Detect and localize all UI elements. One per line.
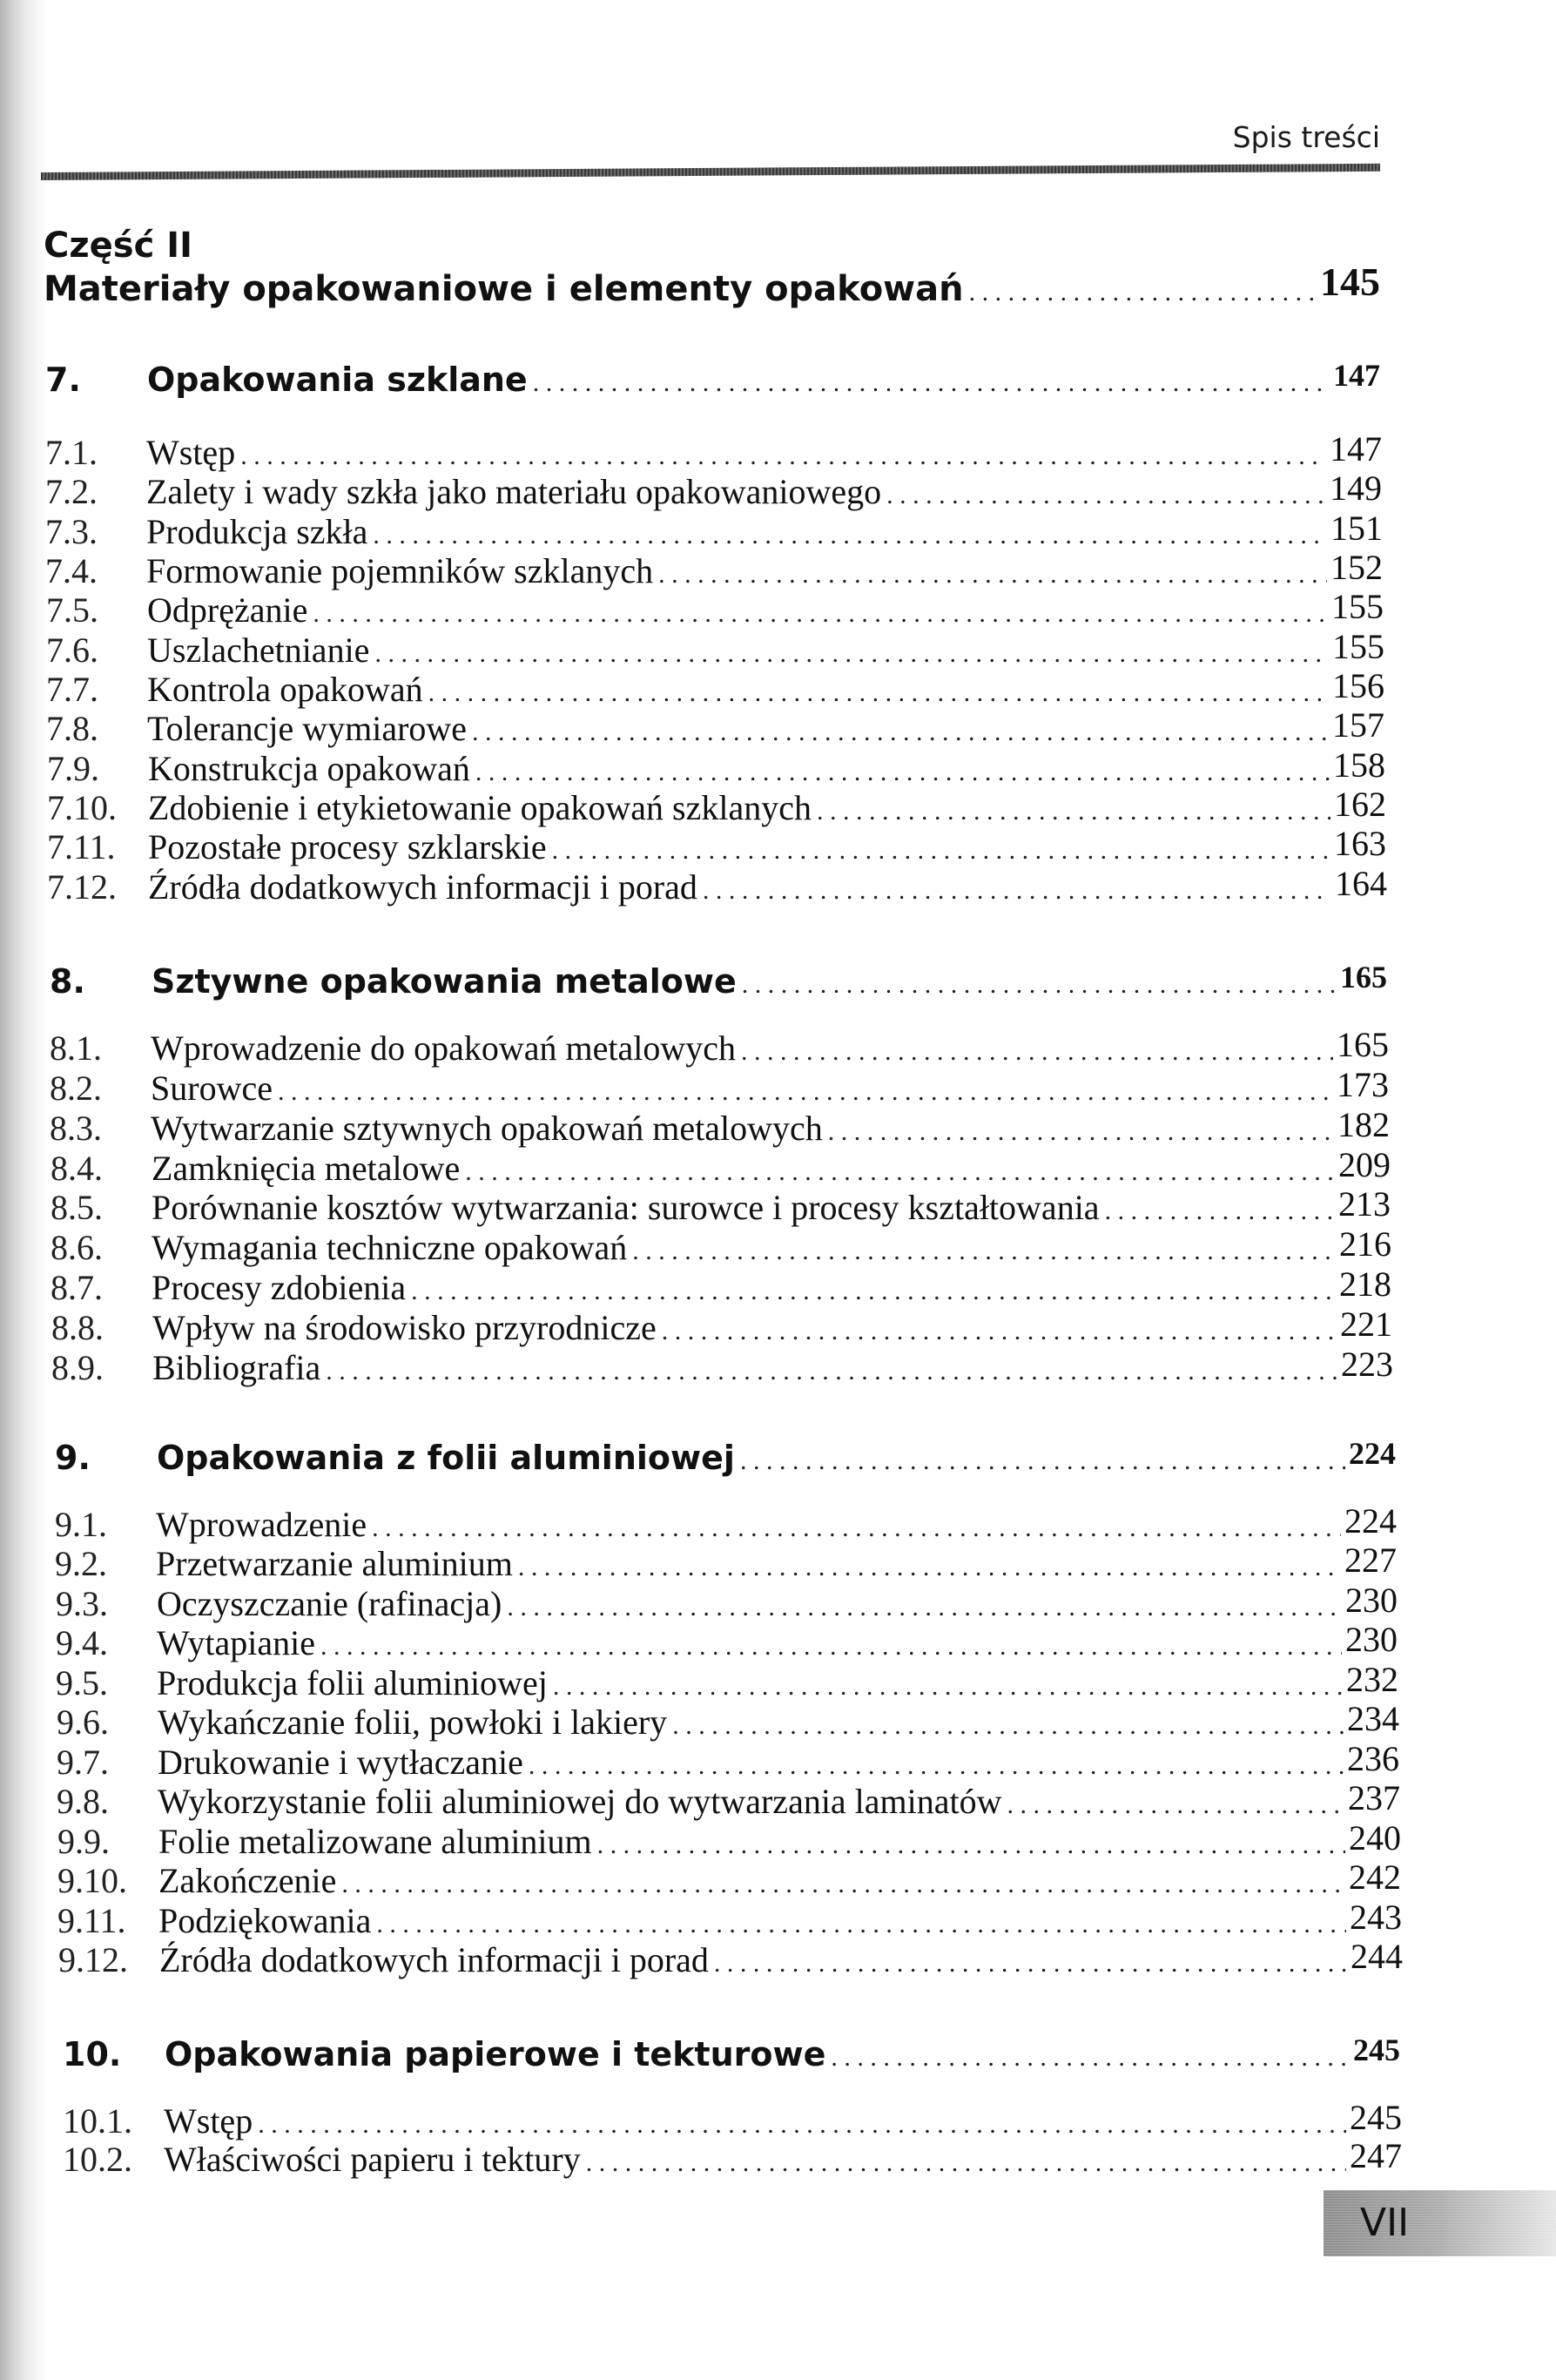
section-number: 7.1.: [45, 433, 98, 472]
dot-leader: [672, 1711, 1344, 1741]
section-number: 7.11.: [47, 827, 116, 866]
dot-leader: [662, 1317, 1337, 1346]
chapter-title: Opakowania papierowe i tekturowe: [165, 2035, 826, 2073]
section-row[interactable]: [51, 1307, 1392, 1347]
dot-leader: [586, 2148, 1346, 2178]
folio-tab: [1324, 2190, 1556, 2256]
section-row[interactable]: [47, 745, 1385, 788]
dot-leader: [518, 1553, 1341, 1582]
dot-leader: [714, 1949, 1347, 1979]
chapter-title: Sztywne opakowania metalowe: [152, 962, 737, 1001]
dot-leader: [552, 836, 1330, 866]
dot-leader: [658, 560, 1327, 590]
dot-leader: [320, 1632, 1342, 1662]
section-title: Kontrola opakowań: [147, 670, 423, 709]
section-number: 10.2.: [63, 2140, 132, 2179]
page-number: 158: [1333, 745, 1385, 785]
section-number: 9.12.: [58, 1940, 128, 1979]
section-row[interactable]: [46, 666, 1384, 709]
section-row[interactable]: [57, 1739, 1399, 1782]
section-row[interactable]: [45, 511, 1383, 551]
dot-leader: [703, 876, 1331, 906]
page-number: 224: [1349, 1436, 1396, 1471]
chapter-number: 7.: [45, 361, 81, 399]
section-row[interactable]: [58, 1939, 1403, 1979]
section-row[interactable]: [57, 1857, 1401, 1900]
section-row[interactable]: [57, 1818, 1401, 1861]
dot-leader: [411, 1277, 1336, 1306]
section-title: Wprowadzenie: [156, 1505, 367, 1544]
dot-leader: [341, 1870, 1345, 1899]
section-row[interactable]: [47, 787, 1386, 827]
section-row[interactable]: [56, 1583, 1398, 1623]
page-number: 155: [1331, 587, 1384, 626]
page-number: 237: [1348, 1778, 1400, 1817]
section-number: 7.3.: [45, 512, 98, 551]
section-number: 8.9.: [51, 1348, 104, 1387]
page-number: 152: [1330, 548, 1383, 587]
page-number: 213: [1338, 1184, 1391, 1224]
section-title: Wstęp: [146, 433, 236, 472]
section-number: 9.11.: [57, 1901, 126, 1940]
section-title: Źródła dodatkowych informacji i porad: [148, 867, 697, 907]
section-title: Zdobienie i etykietowanie opakowań szklanych: [148, 788, 812, 827]
page-number: 216: [1339, 1224, 1391, 1264]
section-title: Oczyszczanie (rafinacja): [157, 1584, 502, 1623]
dot-leader: [741, 1037, 1333, 1067]
section-title: Pozostałe procesy szklarskie: [148, 827, 547, 866]
section-number: 8.3.: [50, 1109, 102, 1148]
running-head: Spis treści: [1232, 120, 1380, 154]
section-row[interactable]: [51, 1224, 1391, 1267]
page-number: 165: [1340, 960, 1387, 994]
section-row[interactable]: [57, 1900, 1402, 1940]
dot-leader: [553, 1672, 1343, 1702]
section-row[interactable]: [50, 1105, 1390, 1148]
section-number: 8.8.: [51, 1308, 104, 1347]
section-title: Drukowanie i wytłaczanie: [158, 1743, 523, 1782]
dot-leader: [428, 678, 1329, 708]
dot-leader: [507, 1593, 1342, 1622]
section-row[interactable]: [57, 1699, 1399, 1742]
page-number: 240: [1349, 1818, 1401, 1857]
section-title: Odprężanie: [147, 590, 308, 630]
section-row[interactable]: [51, 1264, 1391, 1307]
section-number: 8.5.: [51, 1188, 103, 1227]
section-number: 9.2.: [55, 1544, 107, 1583]
dot-leader: [240, 442, 1326, 471]
section-row[interactable]: [47, 866, 1387, 907]
section-number: 9.7.: [57, 1743, 109, 1782]
page-number: 245: [1350, 2098, 1402, 2137]
section-title: Wytwarzanie sztywnych opakowań metalowych: [151, 1109, 823, 1148]
section-row[interactable]: [51, 1184, 1391, 1227]
section-row[interactable]: [45, 550, 1383, 590]
section-title: Produkcja szkła: [146, 512, 368, 551]
page-number: 173: [1337, 1065, 1389, 1104]
section-title: Zalety i wady szkła jako materiału opakowaniowego: [146, 472, 882, 511]
part-label: Część II: [44, 226, 192, 266]
section-title: Źródła dodatkowych informacji i porad: [159, 1940, 709, 1979]
dot-leader: [828, 1117, 1334, 1147]
header-rule: [41, 164, 1380, 180]
section-title: Przetwarzanie aluminium: [156, 1544, 513, 1583]
page-number: 244: [1351, 1937, 1403, 1976]
part-title: Materiały opakowaniowe i elementy opakowań: [44, 269, 964, 309]
dot-leader: [533, 368, 1330, 398]
page-number: 230: [1345, 1581, 1398, 1620]
section-number: 8.4.: [51, 1149, 103, 1188]
section-number: 7.4.: [45, 551, 98, 590]
page-number: 218: [1339, 1264, 1391, 1304]
section-row[interactable]: [46, 587, 1384, 630]
section-number: 9.6.: [57, 1702, 109, 1742]
section-number: 9.10.: [57, 1861, 127, 1900]
page-number: 243: [1350, 1898, 1402, 1937]
page-number: 147: [1333, 358, 1380, 393]
page-number: 230: [1345, 1620, 1398, 1659]
section-number: 7.6.: [46, 630, 98, 670]
section-title: Folie metalizowane aluminium: [158, 1822, 592, 1861]
section-number: 9.5.: [56, 1663, 108, 1702]
page-number: 242: [1349, 1857, 1401, 1897]
section-title: Wymagania techniczne opakowań: [152, 1228, 628, 1267]
section-title: Zamknięcia metalowe: [152, 1149, 461, 1188]
dot-leader: [632, 1237, 1336, 1266]
chapter-number: 8.: [50, 962, 85, 1001]
page-number: 182: [1337, 1105, 1390, 1144]
section-row[interactable]: [55, 1501, 1397, 1544]
section-title: Surowce: [151, 1069, 273, 1108]
page-number: 224: [1344, 1501, 1397, 1541]
section-number: 10.1.: [63, 2101, 132, 2141]
section-row[interactable]: [47, 826, 1386, 866]
page-number: 227: [1344, 1541, 1397, 1580]
dot-leader: [742, 970, 1337, 1000]
page-number: 145: [1320, 260, 1380, 304]
chapter-row[interactable]: [45, 358, 1380, 402]
section-row[interactable]: [45, 429, 1382, 472]
dot-leader: [886, 481, 1326, 510]
section-number: 9.3.: [56, 1584, 108, 1623]
section-number: 9.9.: [57, 1822, 110, 1861]
section-title: Porównanie kosztów wytwarzania: surowce i procesy kształtowania: [152, 1188, 1100, 1227]
chapter-title: Opakowania z folii aluminiowej: [157, 1439, 735, 1477]
page-number: 162: [1334, 785, 1386, 824]
dot-leader: [969, 278, 1317, 307]
chapter-title: Opakowania szklane: [147, 361, 528, 399]
section-number: 8.1.: [50, 1028, 102, 1068]
dot-leader: [376, 1910, 1346, 1939]
section-number: 8.2.: [50, 1069, 102, 1108]
section-number: 9.4.: [56, 1623, 108, 1662]
section-number: 7.5.: [46, 590, 98, 630]
section-title: Podziękowania: [158, 1901, 372, 1940]
section-row[interactable]: [56, 1662, 1398, 1702]
dot-leader: [740, 1446, 1345, 1476]
section-title: Zakończenie: [158, 1861, 337, 1900]
section-row[interactable]: [55, 1543, 1397, 1583]
section-number: 9.1.: [55, 1505, 107, 1544]
section-number: 7.9.: [47, 749, 99, 788]
section-row[interactable]: [51, 1347, 1393, 1387]
section-title: Tolerancje wymiarowe: [147, 709, 468, 748]
page-number: 236: [1347, 1739, 1399, 1778]
section-row[interactable]: [50, 1025, 1389, 1068]
page-number: 209: [1338, 1145, 1391, 1184]
chapter-row[interactable]: [63, 2035, 1400, 2077]
page-number: 234: [1347, 1699, 1399, 1738]
page-number: 163: [1334, 824, 1386, 863]
section-row[interactable]: [63, 2136, 1402, 2179]
dot-leader: [472, 718, 1329, 747]
section-title: Bibliografia: [152, 1348, 321, 1387]
section-title: Wykańczanie folii, powłoki i lakiery: [158, 1702, 668, 1742]
dot-leader: [597, 1831, 1345, 1860]
folio-page-number: VII: [1360, 2201, 1410, 2245]
section-row[interactable]: [50, 1065, 1389, 1108]
section-number: 8.7.: [51, 1268, 103, 1307]
dot-leader: [465, 1157, 1335, 1187]
section-row[interactable]: [46, 705, 1384, 748]
chapter-row[interactable]: [50, 962, 1387, 1004]
section-number: 7.2.: [45, 472, 98, 511]
chapter-number: 10.: [63, 2035, 122, 2073]
part-title-row[interactable]: [44, 260, 1380, 309]
dot-leader: [373, 521, 1327, 550]
page-gutter-shadow: [0, 0, 52, 2380]
page-number: 164: [1335, 864, 1387, 903]
page-number: 223: [1341, 1345, 1393, 1384]
section-title: Konstrukcja opakowań: [148, 749, 470, 788]
chapter-number: 9.: [55, 1439, 91, 1477]
dot-leader: [313, 599, 1328, 629]
page-number: 247: [1350, 2136, 1402, 2175]
section-title: Uszlachetnianie: [147, 630, 370, 670]
page-number: 157: [1332, 705, 1384, 745]
dot-leader: [1105, 1197, 1335, 1226]
section-title: Procesy zdobienia: [152, 1268, 407, 1307]
section-title: Wytapianie: [157, 1623, 315, 1662]
section-title: Wstęp: [164, 2101, 253, 2141]
section-title: Wykorzystanie folii aluminiowej do wytwarzania laminatów: [158, 1782, 1002, 1821]
page-number: 155: [1332, 627, 1384, 666]
section-row[interactable]: [45, 471, 1382, 511]
section-title: Wprowadzenie do opakowań metalowych: [151, 1028, 736, 1068]
section-row[interactable]: [57, 1778, 1400, 1821]
page-number: 156: [1332, 666, 1384, 705]
section-row[interactable]: [46, 627, 1384, 670]
dot-leader: [1007, 1790, 1344, 1820]
dot-leader: [372, 1514, 1341, 1543]
dot-leader: [258, 2110, 1346, 2140]
dot-leader: [326, 1357, 1337, 1386]
dot-leader: [475, 758, 1330, 787]
section-title: Wpływ na środowisko przyrodnicze: [152, 1308, 657, 1347]
page-number: 232: [1346, 1660, 1398, 1699]
section-title: Produkcja folii aluminiowej: [157, 1663, 548, 1702]
dot-leader: [817, 797, 1330, 826]
section-number: 8.6.: [51, 1228, 103, 1267]
dot-leader: [374, 639, 1329, 669]
section-number: 7.12.: [47, 867, 117, 907]
chapter-row[interactable]: [55, 1436, 1396, 1480]
section-number: 7.7.: [46, 670, 98, 709]
section-row[interactable]: [63, 2100, 1402, 2141]
dot-leader: [278, 1077, 1333, 1107]
dot-leader: [831, 2043, 1350, 2073]
section-number: 7.8.: [46, 709, 98, 748]
page-number: 165: [1337, 1025, 1389, 1064]
section-number: 9.8.: [57, 1782, 109, 1821]
section-number: 7.10.: [47, 788, 117, 827]
section-row[interactable]: [56, 1622, 1398, 1662]
page-number: 151: [1330, 509, 1383, 548]
page-number: 221: [1340, 1305, 1392, 1344]
page-number: 245: [1353, 2033, 1400, 2067]
dot-leader: [529, 1751, 1344, 1781]
section-title: Właściwości papieru i tektury: [164, 2140, 581, 2179]
section-title: Formowanie pojemników szklanych: [146, 551, 654, 590]
page-number: 147: [1330, 429, 1382, 469]
section-row[interactable]: [51, 1145, 1391, 1188]
page-number: 149: [1330, 469, 1382, 508]
